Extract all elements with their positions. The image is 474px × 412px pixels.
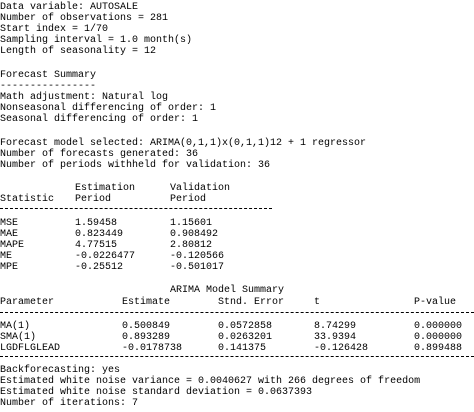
wn-variance-line: Estimated white noise variance = 0.0040627 with 266 degrees of freedom [0,376,421,387]
arima-row-t: -0.126428 [314,343,369,354]
stats-row-estimation: 4.77515 [75,240,118,251]
col-header-validation-1: Validation [170,183,231,194]
stats-row-validation: 2.80812 [170,240,213,251]
stats-row-stat: MAE [0,229,19,240]
start-index-line: Start index = 1/70 [0,24,109,35]
col-header-estimate: Estimate [122,297,171,308]
col-header-statistic: Statistic [0,194,55,205]
arima-row-t: 33.9394 [314,332,357,343]
stats-row-stat: ME [0,251,13,262]
stats-row-estimation: 0.823449 [75,229,124,240]
stats-row-stat: MPE [0,262,19,273]
stats-row-estimation: 1.59458 [75,218,118,229]
col-header-pvalue: P-value [414,297,457,308]
nonseasonal-diff-line: Nonseasonal differencing of order: 1 [0,103,217,114]
model-selected-line: Forecast model selected: ARIMA(0,1,1)x(0,1,1)12 + 1 regressor [0,138,367,149]
arima-row-stderr: 0.0263201 [218,332,273,343]
sampling-interval-line: Sampling interval = 1.0 month(s) [0,35,193,46]
backforecasting-line: Backforecasting: yes [0,365,121,376]
arima-row-stderr: 0.0572858 [218,321,273,332]
col-header-validation-2: Period [170,194,207,205]
arima-row-t: 8.74299 [314,321,357,332]
seasonal-diff-line: Seasonal differencing of order: 1 [0,114,199,125]
seasonality-line: Length of seasonality = 12 [0,46,157,57]
col-header-parameter: Parameter [0,297,55,308]
col-header-estimation-2: Period [75,194,112,205]
forecast-summary-underline: ---------------- [0,81,97,92]
arima-row-param: LGDFLGLEAD [0,343,61,354]
stats-row-estimation: -0.25512 [75,262,124,273]
iterations-line: Number of iterations: 7 [0,398,139,409]
arima-row-pvalue: 0.000000 [414,321,463,332]
num-forecasts-line: Number of forecasts generated: 36 [0,149,199,160]
arima-table-bottom-separator [0,356,474,357]
stats-row-estimation: -0.0226477 [75,251,136,262]
data-variable-line: Data variable: AUTOSALE [0,2,139,13]
arima-summary-title: ARIMA Model Summary [170,285,285,296]
col-header-t: t [314,297,321,308]
math-adjustment-line: Math adjustment: Natural log [0,92,169,103]
num-withheld-line: Number of periods withheld for validation: 36 [0,160,271,171]
arima-row-estimate: 0.893289 [122,332,171,343]
arima-table-separator [0,312,474,313]
arima-row-estimate: -0.0178738 [122,343,183,354]
stats-row-stat: MAPE [0,240,25,251]
stats-row-validation: -0.120566 [170,251,225,262]
col-header-estimation-1: Estimation [75,183,136,194]
stats-row-validation: 1.15601 [170,218,213,229]
num-observations-line: Number of observations = 281 [0,13,169,24]
stats-row-validation: -0.501017 [170,262,225,273]
arima-row-param: SMA(1) [0,332,37,343]
arima-row-param: MA(1) [0,321,31,332]
arima-row-estimate: 0.500849 [122,321,171,332]
col-header-stderr: Stnd. Error [218,297,285,308]
stats-table-separator [0,208,272,209]
arima-row-stderr: 0.141375 [218,343,267,354]
forecast-summary-title: Forecast Summary [0,70,97,81]
arima-row-pvalue: 0.000000 [414,332,463,343]
wn-stddev-line: Estimated white noise standard deviation = 0.0637393 [0,387,313,398]
arima-row-pvalue: 0.899488 [414,343,463,354]
stats-row-validation: 0.908492 [170,229,219,240]
stats-row-stat: MSE [0,218,19,229]
